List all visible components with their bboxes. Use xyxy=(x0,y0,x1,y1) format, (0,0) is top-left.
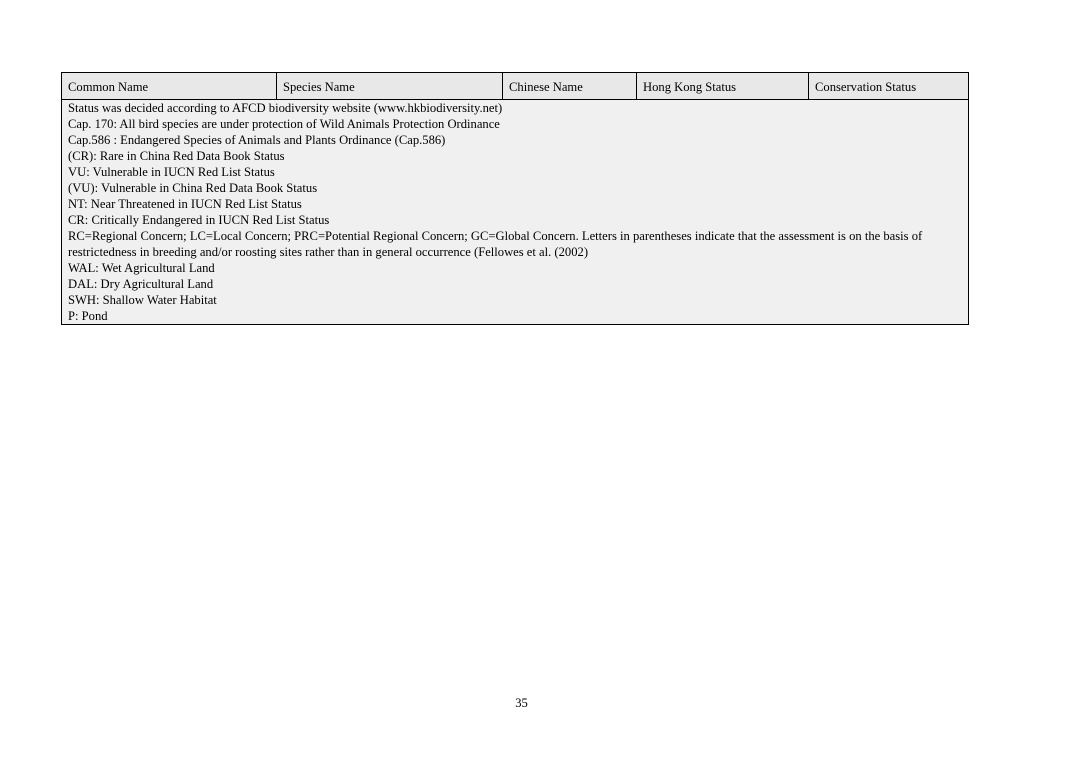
note-cr-iucn: CR: Critically Endangered in IUCN Red List Status xyxy=(68,213,330,227)
note-swh: SWH: Shallow Water Habitat xyxy=(68,293,217,307)
note-nt-iucn: NT: Near Threatened in IUCN Red List Status xyxy=(68,197,302,211)
note-concern-definitions: RC=Regional Concern; LC=Local Concern; PRC=Potential Regional Concern; GC=Global Concern. Letters in parentheses indicate that the assessment is on the basis of restrictedness in breeding and/or roosting sites rather than in general occurrence (Fellowes et al. (2002) xyxy=(68,229,923,259)
note-cap-170: Cap. 170: All bird species are under protection of Wild Animals Protection Ordinance xyxy=(68,117,500,131)
page-number: 35 xyxy=(515,696,528,710)
table-notes-row xyxy=(62,100,969,325)
header-conservation-status: Conservation Status xyxy=(809,73,969,100)
note-vu-iucn: VU: Vulnerable in IUCN Red List Status xyxy=(68,165,275,179)
note-cap-586: Cap.586 : Endangered Species of Animals and Plants Ordinance (Cap.586) xyxy=(68,133,446,147)
header-species-name: Species Name xyxy=(277,73,503,100)
note-pond: P: Pond xyxy=(68,309,108,323)
note-status-source: Status was decided according to AFCD biodiversity website (www.hkbiodiversity.net) xyxy=(68,101,503,115)
note-dal: DAL: Dry Agricultural Land xyxy=(68,277,214,291)
header-chinese-name: Chinese Name xyxy=(503,73,637,100)
header-common-name: Common Name xyxy=(62,73,277,100)
table-header-row xyxy=(62,73,969,100)
note-cr-china: (CR): Rare in China Red Data Book Status xyxy=(68,149,285,163)
notes-cell xyxy=(62,100,969,325)
note-wal: WAL: Wet Agricultural Land xyxy=(68,261,215,275)
header-hong-kong-status: Hong Kong Status xyxy=(637,73,809,100)
note-vu-china: (VU): Vulnerable in China Red Data Book Status xyxy=(68,181,318,195)
species-status-table xyxy=(61,72,969,325)
